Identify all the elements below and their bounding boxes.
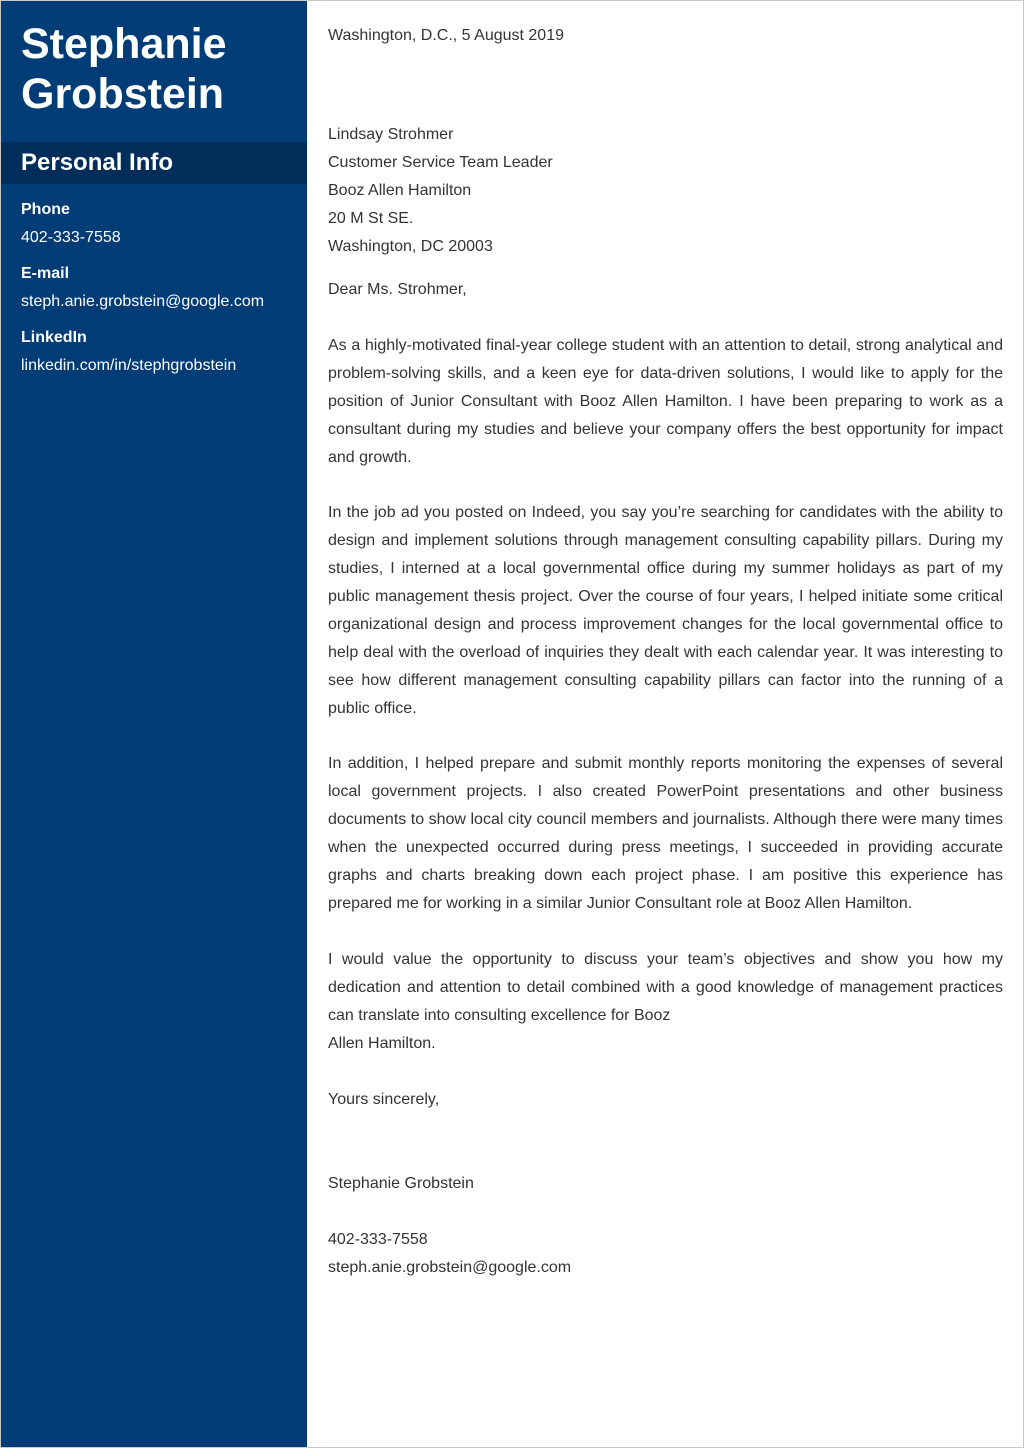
body-paragraph-3: In addition, I helped prepare and submit monthly reports monitoring the expenses of several local government projects. I also created PowerPoint presentations and other business documents to show local city council members and journalists. Although there were many times when the unexpected occurred during press meetings, I succeeded in providing accurate graphs and charts breaking down each project phase. I am positive this experience has prepared me for working in a similar Junior Consultant role at Booz Allen Hamilton. [328, 755, 1003, 912]
linkedin-label: LinkedIn [21, 329, 87, 346]
email-label: E-mail [21, 265, 70, 282]
phone-label: Phone [21, 201, 70, 218]
linkedin-value: linkedin.com/in/stephgrobstein [21, 357, 237, 374]
applicant-last-name: Grobstein [21, 70, 225, 118]
body-paragraph-4-tail: Allen Hamilton. [328, 1035, 436, 1052]
applicant-first-name: Stephanie [21, 20, 227, 68]
signature-name: Stephanie Grobstein [328, 1175, 474, 1192]
date-line: Washington, D.C., 5 August 2019 [328, 27, 564, 44]
applicant-name [21, 19, 227, 119]
recipient-city: Washington, DC 20003 [328, 238, 493, 255]
recipient-name: Lindsay Strohmer [328, 126, 454, 143]
signature-phone: 402-333-7558 [328, 1231, 428, 1248]
closing: Yours sincerely, [328, 1091, 440, 1108]
recipient-company: Booz Allen Hamilton [328, 182, 472, 199]
body-paragraph-2: In the job ad you posted on Indeed, you say you’re searching for candidates with the ability to design and implement solutions through management consulting capability pillars. During my studies, I interned at a local governmental office during my summer holidays as part of my public management thesis project. Over the course of four years, I helped initiate some critical organizational design and process improvement changes for the local governmental office to help deal with the overload of inquiries they dealt with each calendar year. It was interesting to see how different management consulting capability pillars can factor into the running of a public office. [328, 504, 1003, 717]
body-paragraph-4: I would value the opportunity to discuss your team’s objectives and show you how my dedication and attention to detail combined with a good knowledge of management practices can translate into consulting excellence for Booz [328, 951, 1003, 1024]
body-paragraph-1: As a highly-motivated final-year college student with an attention to detail, strong analytical and problem-solving skills, and a keen eye for data-driven solutions, I would like to apply for the position of Junior Consultant with Booz Allen Hamilton. I have been preparing to work as a consultant during my studies and believe your company offers the best opportunity for impact and growth. [328, 337, 1003, 466]
salutation: Dear Ms. Strohmer, [328, 281, 467, 298]
recipient-title: Customer Service Team Leader [328, 154, 553, 171]
personal-info-header [1, 142, 307, 184]
phone-value: 402-333-7558 [21, 229, 121, 246]
email-value: steph.anie.grobstein@google.com [21, 293, 265, 310]
signature-email: steph.anie.grobstein@google.com [328, 1259, 572, 1276]
personal-info-title: Personal Info [21, 149, 174, 176]
recipient-street: 20 M St SE. [328, 210, 414, 227]
sidebar [1, 1, 307, 1447]
